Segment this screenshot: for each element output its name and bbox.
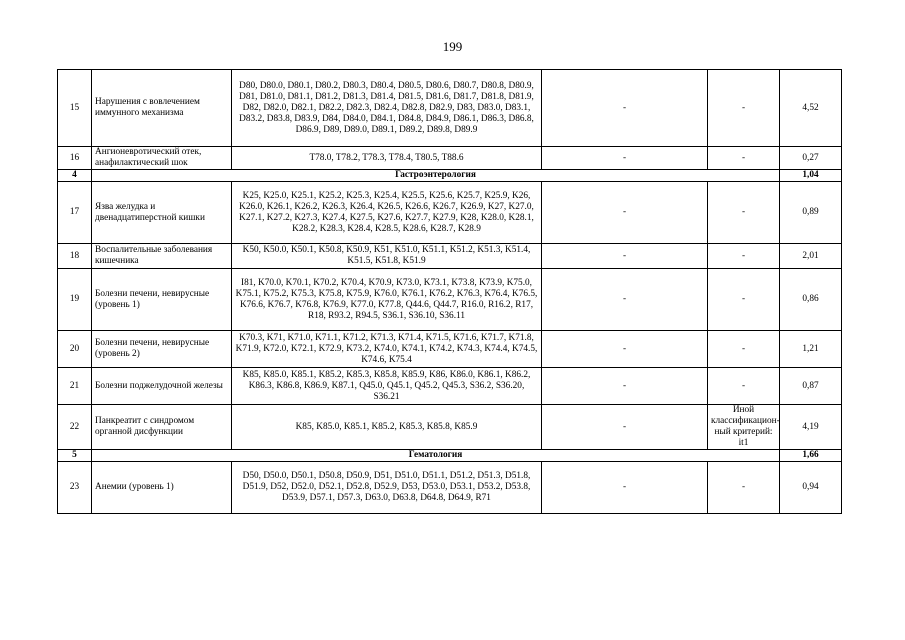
- table-row: [58, 331, 842, 368]
- diagnosis-codes: D50, D50.0, D50.1, D50.8, D50.9, D51, D51.0, D51.1, D51.2, D51.3, D51.8, D51.9, D52, D52.0, D52.1, D52.8, D52.9, D53, D53.0, D53.1, D53.2, D53.8, D53.9, D57.1, D57.3, D63.0, D63.8, D64.8, D64.9, R71: [232, 462, 542, 514]
- group-name: Болезни поджелудочной железы: [92, 368, 232, 405]
- cost-coefficient: 0,94: [780, 462, 842, 514]
- other-criteria: -: [708, 244, 780, 269]
- other-criteria: -: [708, 331, 780, 368]
- other-criteria: Иной классификацион-ный критерий: it1: [708, 405, 780, 450]
- cost-coefficient: 0,27: [780, 147, 842, 170]
- table-row: [58, 269, 842, 331]
- row-number: 20: [58, 331, 92, 368]
- other-criteria: -: [708, 70, 780, 147]
- operation-codes: -: [542, 244, 708, 269]
- diagnosis-codes: D80, D80.0, D80.1, D80.2, D80.3, D80.4, D80.5, D80.6, D80.7, D80.8, D80.9, D81, D81.0, D81.1, D81.2, D81.3, D81.4, D81.5, D81.6, D81.7, D81.8, D81.9, D82, D82.0, D82.1, D82.2, D82.3, D82.4, D82.8, D82.9, D83, D83.0, D83.1, D83.2, D83.8, D83.9, D84, D84.0, D84.1, D84.8, D84.9, D86.1, D86.3, D86.8, D86.9, D89, D89.0, D89.1, D89.2, D89.8, D89.9: [232, 70, 542, 147]
- group-name: Болезни печени, невирусные (уровень 2): [92, 331, 232, 368]
- section-coefficient: 1,04: [780, 170, 842, 182]
- section-title: Гематология: [92, 450, 780, 462]
- cost-coefficient: 0,86: [780, 269, 842, 331]
- diagnosis-codes: K85, K85.0, K85.1, K85.2, K85.3, K85.8, K85.9: [232, 405, 542, 450]
- row-number: 18: [58, 244, 92, 269]
- table-row: [58, 368, 842, 405]
- diagnosis-codes: K70.3, K71, K71.0, K71.1, K71.2, K71.3, K71.4, K71.5, K71.6, K71.7, K71.8, K71.9, K72.0, K72.1, K72.9, K73.2, K74.0, K74.1, K74.2, K74.3, K74.4, K74.5, K74.6, K75.4: [232, 331, 542, 368]
- row-number: 22: [58, 405, 92, 450]
- ksg-table: [57, 69, 842, 514]
- group-name: Панкреатит с синдромом органной дисфункции: [92, 405, 232, 450]
- operation-codes: -: [542, 462, 708, 514]
- table-row: [58, 182, 842, 244]
- section-row: [58, 170, 842, 182]
- operation-codes: -: [542, 368, 708, 405]
- row-number: 15: [58, 70, 92, 147]
- group-name: Нарушения с вовлечением иммунного механизма: [92, 70, 232, 147]
- row-number: 21: [58, 368, 92, 405]
- other-criteria: -: [708, 269, 780, 331]
- table-row: [58, 244, 842, 269]
- section-number: 5: [58, 450, 92, 462]
- cost-coefficient: 2,01: [780, 244, 842, 269]
- diagnosis-codes: T78.0, T78.2, T78.3, T78.4, T80.5, T88.6: [232, 147, 542, 170]
- cost-coefficient: 4,19: [780, 405, 842, 450]
- section-coefficient: 1,66: [780, 450, 842, 462]
- group-name: Язва желудка и двенадцатиперстной кишки: [92, 182, 232, 244]
- operation-codes: -: [542, 269, 708, 331]
- diagnosis-codes: K85, K85.0, K85.1, K85.2, K85.3, K85.8, K85.9, K86, K86.0, K86.1, K86.2, K86.3, K86.8, K86.9, K87.1, Q45.0, Q45.1, Q45.2, Q45.3, S36.2, S36.20, S36.21: [232, 368, 542, 405]
- cost-coefficient: 0,87: [780, 368, 842, 405]
- cost-coefficient: 0,89: [780, 182, 842, 244]
- operation-codes: -: [542, 70, 708, 147]
- diagnosis-codes: K50, K50.0, K50.1, K50.8, K50.9, K51, K51.0, K51.1, K51.2, K51.3, K51.4, K51.5, K51.8, K51.9: [232, 244, 542, 269]
- section-row: [58, 450, 842, 462]
- other-criteria: -: [708, 182, 780, 244]
- row-number: 23: [58, 462, 92, 514]
- operation-codes: -: [542, 147, 708, 170]
- operation-codes: -: [542, 182, 708, 244]
- diagnosis-codes: K25, K25.0, K25.1, K25.2, K25.3, K25.4, K25.5, K25.6, K25.7, K25.9, K26, K26.0, K26.1, K26.2, K26.3, K26.4, K26.5, K26.6, K26.7, K26.9, K27, K27.0, K27.1, K27.2, K27.3, K27.4, K27.5, K27.6, K27.7, K27.9, K28, K28.0, K28.1, K28.2, K28.3, K28.4, K28.5, K28.6, K28.7, K28.9: [232, 182, 542, 244]
- section-title: Гастроэнтерология: [92, 170, 780, 182]
- row-number: 16: [58, 147, 92, 170]
- other-criteria: -: [708, 147, 780, 170]
- row-number: 17: [58, 182, 92, 244]
- operation-codes: -: [542, 405, 708, 450]
- group-name: Анемии (уровень 1): [92, 462, 232, 514]
- group-name: Болезни печени, невирусные (уровень 1): [92, 269, 232, 331]
- table-row: [58, 405, 842, 450]
- cost-coefficient: 1,21: [780, 331, 842, 368]
- table-row: [58, 70, 842, 147]
- operation-codes: -: [542, 331, 708, 368]
- diagnosis-codes: I81, K70.0, K70.1, K70.2, K70.4, K70.9, K73.0, K73.1, K73.8, K73.9, K75.0, K75.1, K75.2, K75.3, K75.8, K75.9, K76.0, K76.1, K76.2, K76.3, K76.4, K76.5, K76.6, K76.7, K76.8, K76.9, K77.0, K77.8, Q44.6, Q44.7, R16.0, R16.2, R17, R18, R93.2, R94.5, S36.1, S36.10, S36.11: [232, 269, 542, 331]
- table-body: [58, 70, 842, 514]
- cost-coefficient: 4,52: [780, 70, 842, 147]
- table-row: [58, 462, 842, 514]
- group-name: Ангионевротический отек, анафилактический шок: [92, 147, 232, 170]
- section-number: 4: [58, 170, 92, 182]
- other-criteria: -: [708, 368, 780, 405]
- page-number: 199: [442, 39, 463, 54]
- table-row: [58, 147, 842, 170]
- group-name: Воспалительные заболевания кишечника: [92, 244, 232, 269]
- other-criteria: -: [708, 462, 780, 514]
- row-number: 19: [58, 269, 92, 331]
